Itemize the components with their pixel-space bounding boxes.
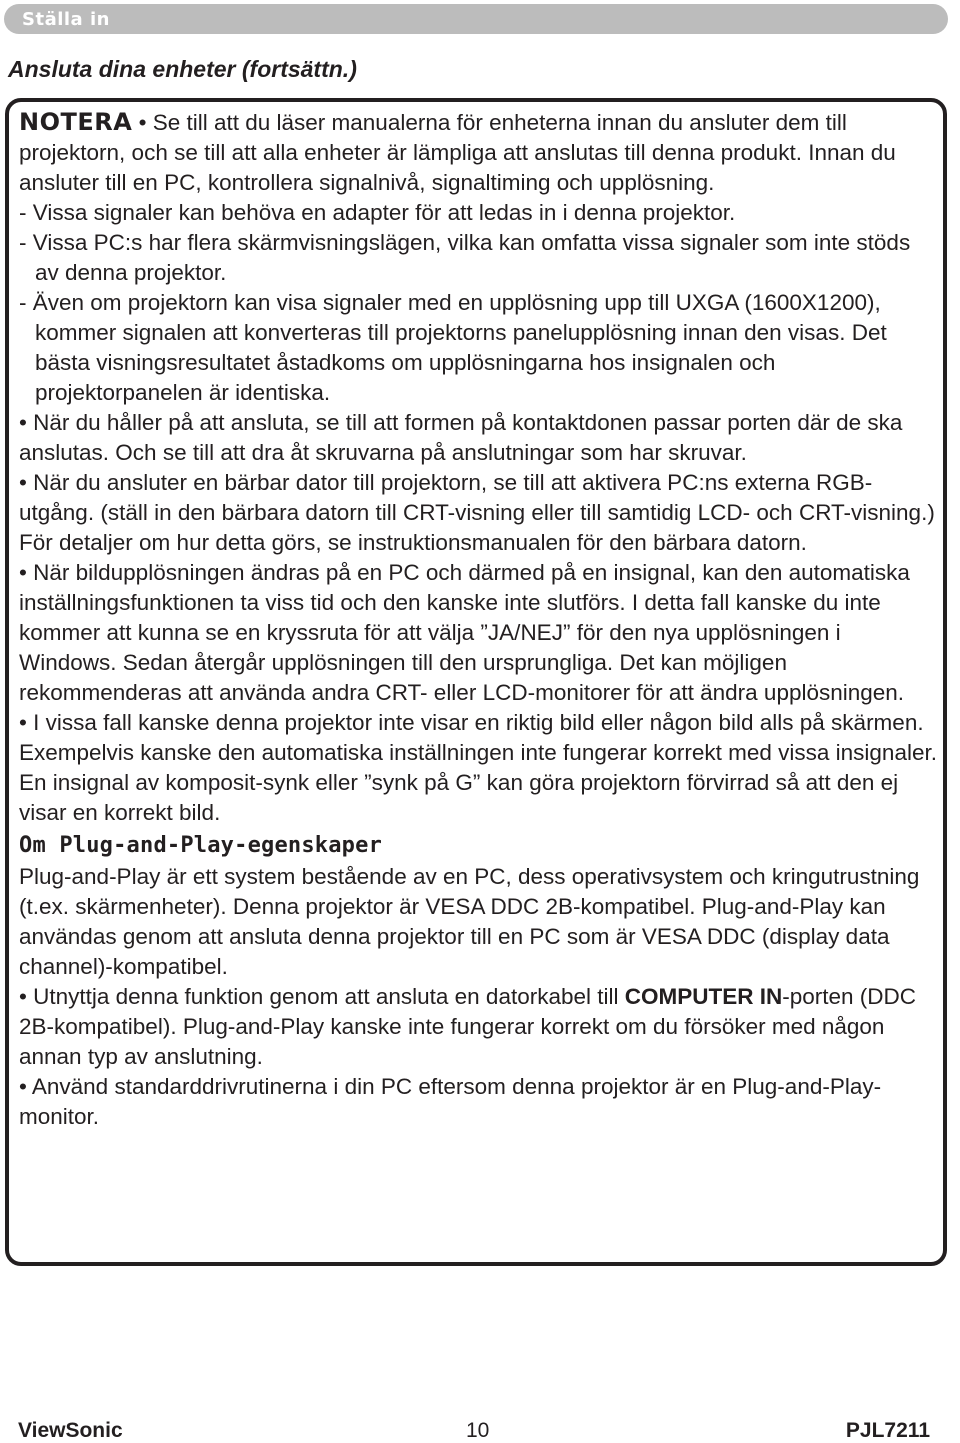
note-sub-item-2: - Vissa PC:s har flera skärmvisningslägen, vilka kan omfatta vissa signaler som inte stöds av denna projektor. bbox=[19, 230, 911, 285]
footer-brand: ViewSonic bbox=[18, 1419, 123, 1442]
note-bullet-4: • När bildupplösningen ändras på en PC och därmed på en insignal, kan den automatiska inställningsfunktionen ta viss tid och den kanske inte slutförs. I detta fall kanske du inte kommer att kunna se en kryssruta för att välja ”JA/NEJ” för den nya upplösningen i Windows. Sedan återgår upplösningen till den ursprungliga. Det kan möjligen rekommenderas att använda andra CRT- eller LCD-monitorer för att ändra upplösningen. bbox=[19, 560, 910, 705]
section-header-bar bbox=[4, 4, 948, 34]
section-tab-label: Ställa in bbox=[22, 9, 110, 30]
pnp-bullet-1 bbox=[19, 982, 939, 1072]
note-sub-item-3: - Även om projektorn kan visa signaler med en upplösning upp till UXGA (1600X1200), kommer signalen att konverteras till projektorns panelupplösning innan den visas. Det bästa visningsresultatet åstadkoms om upplösningarna hos insignalen och projektorpanelen är identiska. bbox=[19, 290, 887, 405]
page-subtitle: Ansluta dina enheter (fortsättn.) bbox=[8, 56, 357, 82]
footer-model: PJL7211 bbox=[845, 1419, 930, 1442]
pnp-bullet-2: • Använd standarddrivrutinerna i din PC eftersom denna projektor är en Plug-and-Play-monitor. bbox=[19, 1074, 882, 1129]
pnp-intro: Plug-and-Play är ett system bestående av en PC, dess operativsystem och kringutrustning (t.ex. skärmenheter). Denna projektor är VESA DDC 2B-kompatibel. Plug-and-Play kan användas genom att ansluta denna projektor till en PC som är VESA DDC (display data channel)-kompatibel. bbox=[19, 864, 920, 979]
footer-page-number: 10 bbox=[466, 1419, 490, 1442]
note-bullet-3: • När du ansluter en bärbar dator till projektorn, se till att aktivera PC:ns externa RGB-utgång. (ställ in den bärbara datorn till CRT-visning eller till samtidig LCD- och CRT-visning.) För detaljer om hur detta görs, se instruktionsmanualen för den bärbara datorn. bbox=[19, 470, 935, 555]
note-bullet-5: • I vissa fall kanske denna projektor inte visar en riktig bild eller någon bild alls på skärmen. Exempelvis kanske den automatiska inställningen inte fungerar korrekt med vissa insignaler. En insignal av komposit-synk eller ”synk på G” kan göra projektorn förvirrad så att den ej visar en korrekt bild. bbox=[19, 710, 937, 825]
note-sub-item-1: - Vissa signaler kan behöva en adapter för att ledas in i denna projektor. bbox=[19, 200, 736, 225]
note-bullet-1: • Se till att du läser manualerna för enheterna innan du ansluter dem till projektorn, och se till att alla enheter är lämpliga att anslutas till denna produkt. Innan du ansluter till en PC, kontrollera signalnivå, signaltiming och upplösning. bbox=[19, 110, 896, 195]
computer-in-port-label: COMPUTER IN bbox=[624, 984, 783, 1009]
note-content bbox=[19, 107, 939, 1132]
pnp-heading: Om Plug-and-Play-egenskaper bbox=[19, 833, 383, 858]
note-bullet-2: • När du håller på att ansluta, se till att formen på kontaktdonen passar porten där de ska anslutas. Och se till att dra åt skruvarna på anslutningar som har skruvar. bbox=[19, 410, 903, 465]
note-paragraph bbox=[19, 107, 939, 198]
pnp-bullet-1-rest: -porten (DDC 2B-kompatibel). Plug-and-Play kanske inte fungerar korrekt om du försöker med någon annan typ av anslutning. bbox=[19, 984, 917, 1069]
pnp-bullet-1-text: • Utnyttja denna funktion genom att ansluta en datorkabel till bbox=[19, 984, 625, 1009]
note-label: NOTERA bbox=[19, 108, 133, 136]
